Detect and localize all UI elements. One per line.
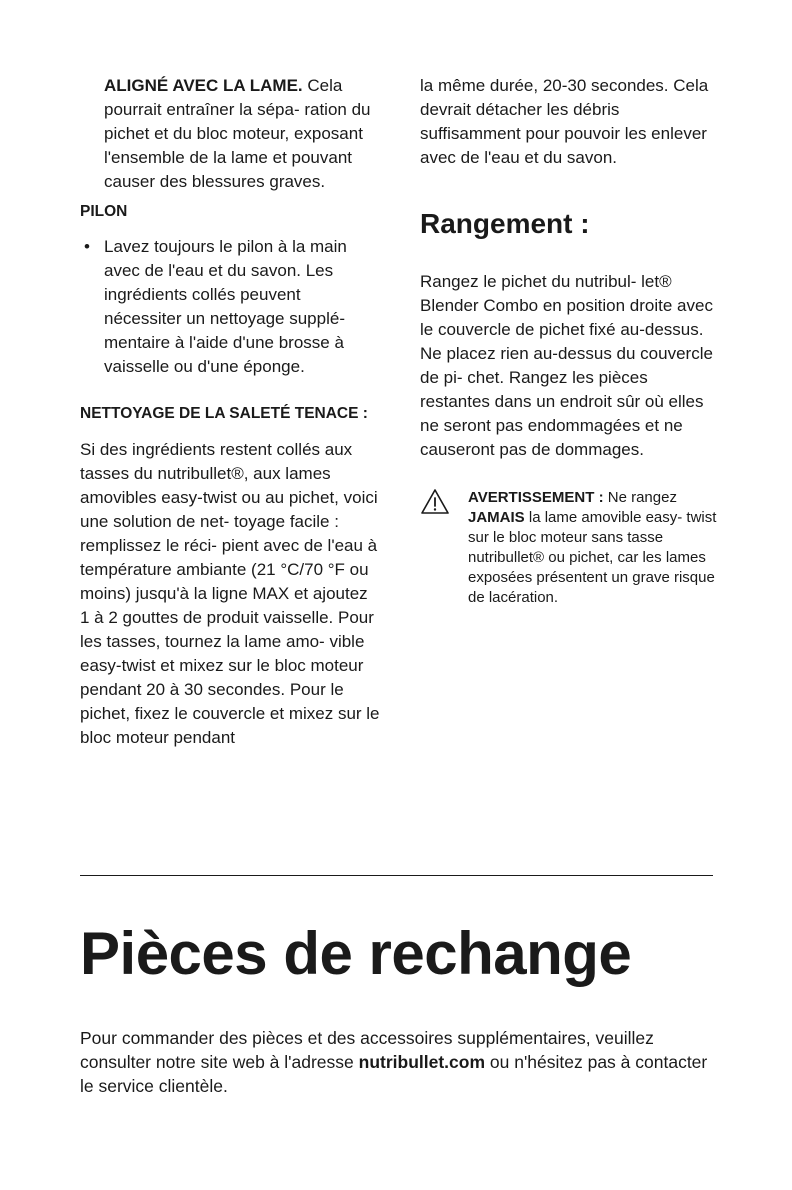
footer-text-1: Pour commander des pièces et des accessoires supplémentaires, veuillez consulter notre site web à l'adresse (80, 1028, 654, 1072)
intro-bold: ALIGNÉ AVEC LA LAME. (104, 76, 303, 95)
cleaning-text: Si des ingrédients restent collés aux tasses du nutribullet®, aux lames amovibles easy-twist ou au pichet, voici une solution de net- toyage facile : remplissez le réci- pient avec de l'eau à température ambiante (21 °C/70 °F ou moins) jusqu'à la ligne MAX et ajoutez 1 à 2 gouttes de produit vaisselle. Pour les tasses, tournez la lame amo- vible easy-twist et mixez sur le bloc moteur pendant 20 à 30 secondes. Pour le pichet, fixez le couvercle et mixez sur le bloc moteur pendant (80, 440, 380, 747)
website-link[interactable]: nutribullet.com (358, 1052, 486, 1072)
continued-text: la même durée, 20-30 secondes. Cela devrait détacher les débris suffisamment pour pouvoir les enlever avec de l'eau et du savon. (420, 76, 709, 167)
warning-emphasis: JAMAIS (468, 509, 525, 526)
pilon-text: Lavez toujours le pilon à la main avec de l'eau et du savon. Les ingrédients collés peuvent nécessiter un nettoyage supplé- mentaire à l'aide d'une brosse à vaisselle ou d'une éponge. (104, 237, 347, 376)
page-title: Pièces de rechange (80, 920, 632, 987)
warning-text-1: Ne rangez (603, 489, 677, 506)
warning-text-2: la lame amovible easy- twist sur le bloc moteur sans tasse nutribullet® ou pichet, car les lames exposées présentent un grave risque de lacération. (468, 509, 717, 606)
left-column (80, 74, 380, 750)
intro-text: Cela pourrait entraîner la sépa- ration du pichet et du bloc moteur, exposant l'ensemble de la lame et pouvant causer des blessures graves. (104, 76, 371, 191)
footer-paragraph (80, 1026, 720, 1098)
storage-text: Rangez le pichet du nutribul- let® Blender Combo en position droite avec le couvercle de pichet fixé au-dessus. Ne placez rien au-dessus du couvercle de pi- chet. Rangez les pièces restantes dans un endroit sûr où elles ne seront pas endommagées et ne causeront pas de dommages. (420, 272, 713, 459)
footer-text-2: ou n'hésitez pas à contacter le service clientèle. (80, 1052, 708, 1096)
pilon-bullet-item (80, 235, 380, 379)
right-column (420, 74, 720, 608)
pilon-heading: PILON (80, 203, 128, 220)
warning-label: AVERTISSEMENT : (468, 489, 604, 506)
section-divider (80, 875, 713, 876)
warning-text (468, 488, 720, 608)
intro-paragraph (80, 74, 380, 194)
warning-triangle-icon (420, 488, 450, 516)
storage-heading: Rangement : (420, 208, 590, 239)
cleaning-heading: NETTOYAGE DE LA SALETÉ TENACE : (80, 405, 368, 422)
bullet-dot: • (84, 237, 90, 256)
warning-box (420, 488, 720, 608)
